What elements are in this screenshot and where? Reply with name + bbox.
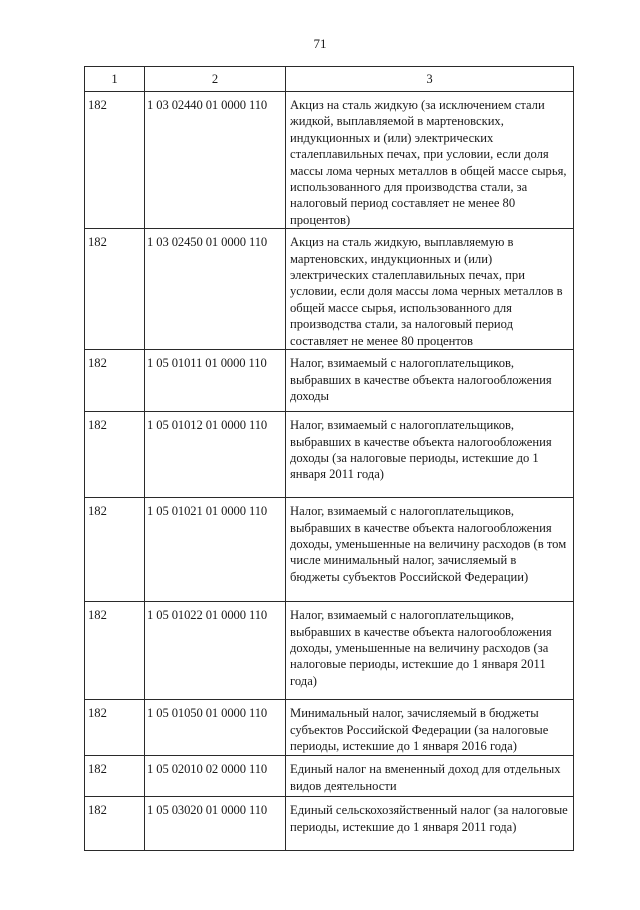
budget-code-cell: 1 05 03020 01 0000 110 [145, 797, 286, 851]
revenue-name-cell: Единый сельскохозяйственный налог (за налоговые периоды, истекшие до 1 января 2011 года) [286, 797, 574, 851]
budget-code-cell: 1 05 01022 01 0000 110 [145, 602, 286, 700]
admin-code-cell: 182 [85, 602, 145, 700]
admin-code-cell: 182 [85, 92, 145, 229]
admin-code-cell: 182 [85, 229, 145, 350]
header-col-1: 1 [85, 67, 145, 92]
revenue-name-cell: Акциз на сталь жидкую (за исключением стали жидкой, выплавляемой в мартеновских, индукционных и (или) электрических сталеплавильных печах, при условии, если доля массы лома черных металлов в общей массе сырья, использованного для производства стали, за налоговый период составляет не менее 80 процентов) [286, 92, 574, 229]
revenue-name-cell: Налог, взимаемый с налогоплательщиков, выбравших в качестве объекта налогообложения доходы (за налоговые периоды, истекшие до 1 января 2011 года) [286, 412, 574, 498]
budget-code-cell: 1 05 02010 02 0000 110 [145, 756, 286, 797]
revenue-name-cell: Налог, взимаемый с налогоплательщиков, выбравших в качестве объекта налогообложения доходы, уменьшенные на величину расходов (за налоговые периоды, истекшие до 1 января 2011 года) [286, 602, 574, 700]
admin-code-cell: 182 [85, 756, 145, 797]
admin-code-cell: 182 [85, 700, 145, 756]
revenue-name-cell: Единый налог на вмененный доход для отдельных видов деятельности [286, 756, 574, 797]
admin-code-cell: 182 [85, 498, 145, 602]
revenue-name-cell: Налог, взимаемый с налогоплательщиков, выбравших в качестве объекта налогообложения доходы [286, 350, 574, 412]
revenue-name-cell: Минимальный налог, зачисляемый в бюджеты субъектов Российской Федерации (за налоговые периоды, истекшие до 1 января 2016 года) [286, 700, 574, 756]
budget-code-cell: 1 05 01021 01 0000 110 [145, 498, 286, 602]
admin-code-cell: 182 [85, 797, 145, 851]
table-row [85, 498, 574, 602]
budget-code-cell: 1 05 01012 01 0000 110 [145, 412, 286, 498]
revenue-name-cell: Налог, взимаемый с налогоплательщиков, выбравших в качестве объекта налогообложения доходы, уменьшенные на величину расходов (в том числе минимальный налог, зачисляемый в бюджеты субъектов Российской Федерации) [286, 498, 574, 602]
page-number: 71 [313, 36, 327, 51]
table-row [85, 350, 574, 412]
budget-code-cell: 1 05 01050 01 0000 110 [145, 700, 286, 756]
budget-code-cell: 1 03 02440 01 0000 110 [145, 92, 286, 229]
admin-code-cell: 182 [85, 412, 145, 498]
budget-code-cell: 1 03 02450 01 0000 110 [145, 229, 286, 350]
table-row [85, 700, 574, 756]
header-col-3: 3 [286, 67, 574, 92]
revenue-name-cell: Акциз на сталь жидкую, выплавляемую в мартеновских, индукционных и (или) электрических сталеплавильных печах, при условии, если доля массы лома черных металлов в общей массе сырья, использованного для производства стали, за налоговый период составляет не менее 80 процентов [286, 229, 574, 350]
table-row [85, 797, 574, 851]
table-row [85, 756, 574, 797]
budget-code-cell: 1 05 01011 01 0000 110 [145, 350, 286, 412]
table-row [85, 602, 574, 700]
table-row [85, 92, 574, 229]
admin-code-cell: 182 [85, 350, 145, 412]
table-header-row [85, 67, 574, 92]
table-row [85, 229, 574, 350]
budget-codes-table [84, 66, 574, 851]
header-col-2: 2 [145, 67, 286, 92]
table-row [85, 412, 574, 498]
